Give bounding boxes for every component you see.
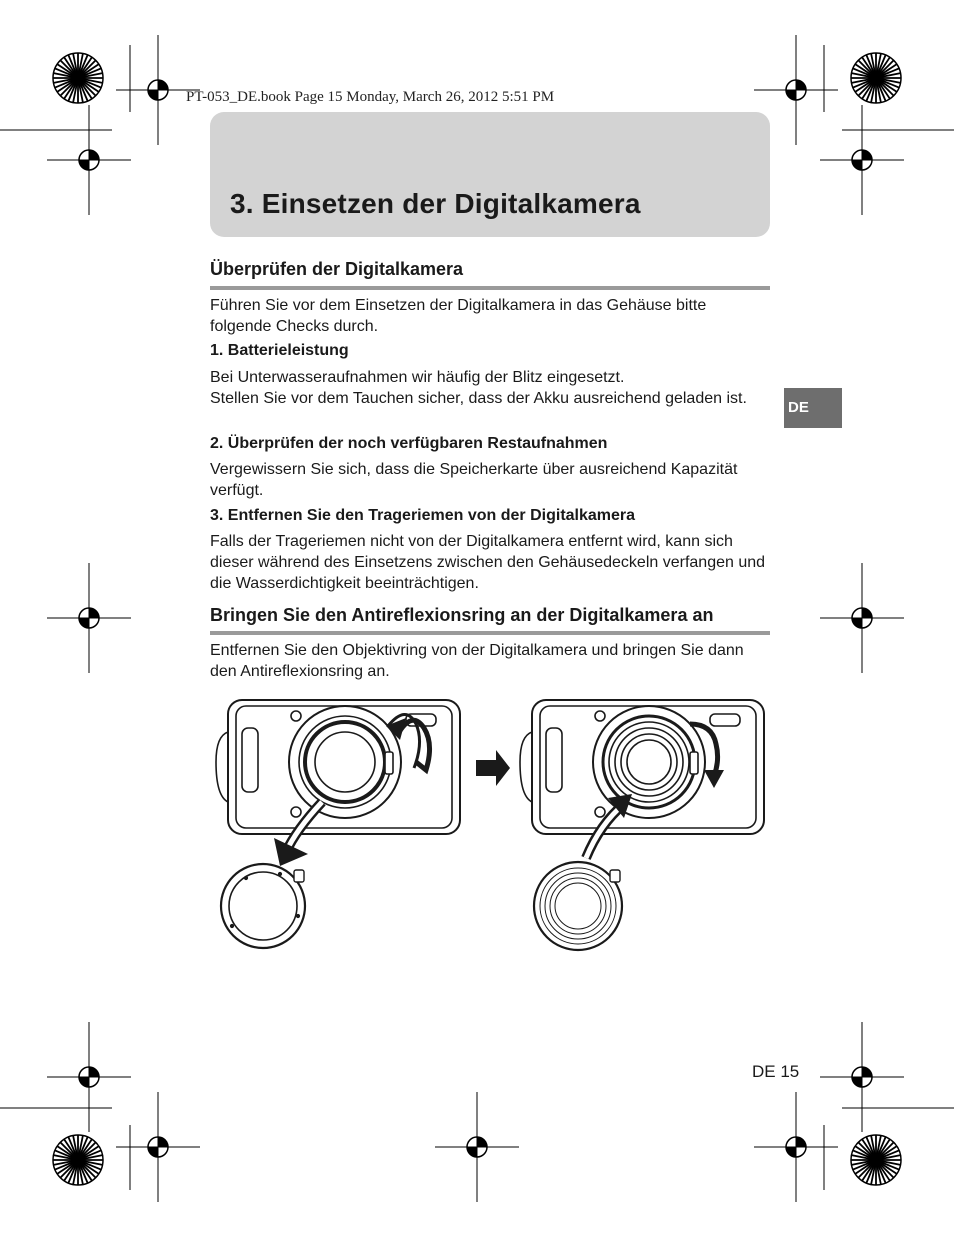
star-target-bottom-right [851,1135,901,1185]
item-text-battery-1: Bei Unterwasseraufnahmen wir häufig der Blitz eingesetzt. [210,369,625,386]
chapter-title: 3. Einsetzen der Digitalkamera [230,188,641,219]
section-rule [210,286,770,290]
item-text-strap: Falls der Trageriemen nicht von der Digitalkamera entfernt wird, kann sich dieser während des Einsetzens zwischen den Gehäusedeckeln verfangen und die Wasserdichtigkeit beeinträchtigen. [210,533,766,592]
item-text-remaining-shots: Vergewissern Sie sich, dass die Speicherkarte über ausreichend Kapazität verfügt. [210,461,738,499]
item-heading-strap: 3. Entfernen Sie den Trageriemen von der Digitalkamera [210,507,636,524]
crosshair-right-lower [820,1022,904,1132]
star-target-bottom-left [53,1135,103,1185]
language-tab [784,388,842,428]
crosshair-bottom-right [754,1092,838,1202]
crosshair-bottom-left [116,1092,200,1202]
section-heading-antireflection-ring: Bringen Sie den Antireflexionsring an der Digitalkamera an [210,605,714,625]
section-heading-check-camera: Überprüfen der Digitalkamera [210,259,464,279]
ring-attachment-illustration [210,690,770,960]
language-tab-label: DE [788,399,809,416]
print-header: PT-053_DE.book Page 15 Monday, March 26, 2012 5:51 PM [186,89,555,105]
page-number: DE 15 [752,1062,800,1081]
crosshair-left-middle [47,563,131,673]
step-arrow-icon [476,750,510,786]
section-rule [210,631,770,635]
crosshair-left-upper [47,105,131,215]
camera-with-antireflection-ring [520,700,764,834]
antireflection-ring [534,862,622,950]
crosshair-right-upper [820,105,904,215]
star-target-top-left [53,53,103,103]
item-heading-remaining-shots: 2. Überprüfen der noch verfügbaren Restaufnahmen [210,435,608,452]
star-target-top-right [851,53,901,103]
section-intro: Führen Sie vor dem Einsetzen der Digitalkamera in das Gehäuse bitte folgende Checks durch. [210,297,707,335]
crosshair-bottom-center [435,1092,519,1202]
item-heading-battery: 1. Batterieleistung [210,342,349,359]
section-intro: Entfernen Sie den Objektivring von der Digitalkamera und bringen Sie dann den Antireflexionsring an. [210,642,744,680]
crosshair-left-lower [47,1022,131,1132]
item-text-battery-2: Stellen Sie vor dem Tauchen sicher, dass der Akku ausreichend geladen ist. [210,390,747,407]
crosshair-right-middle [820,563,904,673]
detached-lens-ring [221,864,305,948]
